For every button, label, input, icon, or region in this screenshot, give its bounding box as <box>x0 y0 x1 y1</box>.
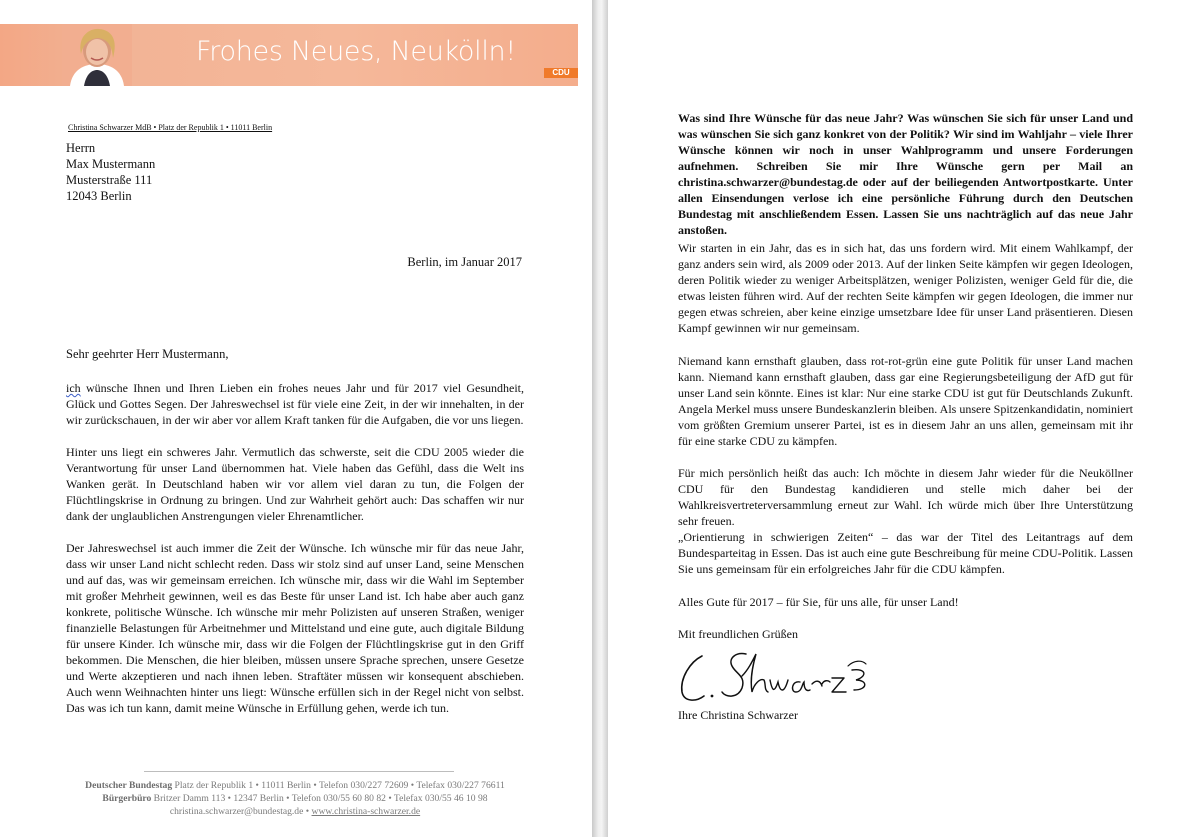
salutation: Sehr geehrter Herr Mustermann, <box>66 347 229 361</box>
signoff: Ihre Christina Schwarzer <box>678 708 798 722</box>
bold-paragraph: Was sind Ihre Wünsche für das neue Jahr? Was wünschen Sie sich für unser Land und was wünschen Sie sich ganz konkret von der Politik? Wir sind im Wahljahr – viele Ihrer Wünsche können wir noch in unser Wahlprogramm und unsere Forderungen aufnehmen. Schreiben Sie mir Ihre Wünsche gern per Mail an christina.schwarzer@bundestag.de oder auf der beiliegenden Antwortpostkarte. Unter allen Einsendungen verlose ich eine persönliche Führung durch den Deutschen Bundestag mit anschließendem Essen. Lassen Sie uns nachträglich auf das neue Jahr anstoßen. <box>678 111 1133 237</box>
footer-label: Bürgerbüro <box>102 793 152 804</box>
paragraph-1 <box>66 380 524 428</box>
letter-page-right <box>608 0 1200 837</box>
page-gutter <box>592 0 608 837</box>
paragraph-6: Für mich persönlich heißt das auch: Ich möchte in diesem Jahr wieder für die Neuköllner CDU für den Bundestag kandidieren und stelle mich daher bei der Wahlkreisvertreterversammlung erneut zur Wahl. Ich würde mich über Ihre Unterstützung sehr freuen. <box>678 466 1133 528</box>
paragraph-2: Hinter uns liegt ein schweres Jahr. Vermutlich das schwerste, seit die CDU 2005 wieder die Verantwortung für unser Land übernommen hat. Viele haben das Gefühl, dass die Welt ins Wanken gerät. In Deutschland haben wir vor allem viel daran zu tun, die Folgen der Flüchtlingskrise in Ordnung zu bringen. Und zur Wahrheit gehört auch: Das schaffen wir nur dank der unglaublichen Anstrengungen vieler Ehrenamtlicher. <box>66 445 524 523</box>
handwritten-signature <box>672 640 882 711</box>
footer-email[interactable]: christina.schwarzer@bundestag.de <box>169 806 304 817</box>
address-line: Herrn <box>66 141 96 155</box>
portrait-photo <box>62 24 132 86</box>
cdu-logo: CDU <box>544 68 578 78</box>
address-line: 12043 Berlin <box>66 189 132 203</box>
sender-line: Christina Schwarzer MdB • Platz der Republik 1 • 11011 Berlin <box>68 123 273 132</box>
paragraph-8: Alles Gute für 2017 – für Sie, für uns alle, für unser Land! <box>678 595 959 609</box>
letter-page-left <box>0 0 592 837</box>
banner-title: Frohes Neues, Neukölln! <box>196 36 516 67</box>
letter-date: Berlin, im Januar 2017 <box>407 255 522 269</box>
paragraph-text: wünsche Ihnen und Ihren Lieben ein frohes neues Jahr und für 2017 viel Gesundheit, Glück und Gottes Segen. Der Jahreswechsel ist für viele eine Zeit, in der wir innehalten, in der wir zurückschauen, in der wir aber vor allem Kraft tanken für die Aufgaben, die vor uns liegen. <box>66 381 524 427</box>
footer-text: Britzer Damm 113 • 12347 Berlin • Telefon 030/55 60 80 82 • Telefax 030/55 46 10 98 <box>151 793 488 804</box>
letter-footer <box>40 779 550 818</box>
paragraph-3: Der Jahreswechsel ist auch immer die Zeit der Wünsche. Ich wünsche mir für das neue Jahr, dass wir unser Land nicht schlecht reden. Dass wir stolz sind auf unser Land, seine Menschen und auf das, was wir gemeinsam erreichen. Ich wünsche mir, dass wir die Wahl im September mit großer Mehrheit gewinnen, weil es das Beste für unser Land ist. Ich habe aber auch ganz konkrete, politische Wünsche. Ich wünsche mir mehr Polizisten auf unseren Straßen, weniger finanzielle Belastungen für Arbeitnehmer und Mittelstand und eine gute, auch digitale Bildung für unsere Kinder. Ich wünsche mir, dass wir die Folgen der Flüchtlingskrise gut in den Griff bekommen. Die Menschen, die hier bleiben, müssen unsere Sprache sprechen, unsere Gesetze und Werte akzeptieren und nach ihnen leben. Straftäter müssen wir konsequent abschieben. Auch wenn Weihnachten hinter uns liegt: Wünsche erfüllen sich in der Regel nicht von selbst. Das was ich tun kann, damit meine Wünsche in Erfüllung gehen, werde ich tun. <box>66 541 524 715</box>
footer-website-link[interactable]: www.christina-schwarzer.de <box>311 806 421 817</box>
paragraph-4: Wir starten in ein Jahr, das es in sich hat, das uns fordern wird. Mit einem Wahlkampf, der ganz anders sein wird, als 2009 oder 2013. Auf der linken Seite kämpfen wir gegen Ideologen, deren Politik wieder zu weniger Arbeitsplätzen, weniger Polizisten, weniger Geld für die, die etwas leisten führen wird. Auf der rechten Seite kämpfen wir gegen Ideologen, die immer nur gegen etwas schreien, aber keine einzige umsetzbare Idee für unser Land präsentieren. Diesen Kampf gewinnen wir nur gemeinsam. <box>678 241 1133 335</box>
address-line: Max Mustermann <box>66 157 156 171</box>
footer-separator: • <box>303 806 312 817</box>
address-line: Musterstraße 111 <box>66 173 153 187</box>
recipient-address <box>66 140 155 204</box>
paragraph-7: „Orientierung in schwierigen Zeiten“ – das war der Titel des Leitantrags auf dem Bundesparteitag in Essen. Das ist auch eine gute Beschreibung für meine CDU-Politik. Lassen Sie uns gemeinsam für ein erfolgreiches Jahr für die CDU kämpfen. <box>678 530 1133 576</box>
header-banner <box>0 24 578 86</box>
footer-divider <box>144 771 454 772</box>
footer-label: Deutscher Bundestag <box>85 780 173 791</box>
spellcheck-word[interactable]: ich <box>66 381 81 395</box>
footer-text: Platz der Republik 1 • 11011 Berlin • Telefon 030/227 72609 • Telefax 030/227 76611 <box>172 780 505 791</box>
paragraph-5: Niemand kann ernsthaft glauben, dass rot-rot-grün eine gute Politik für unser Land machen kann. Niemand kann ernsthaft glauben, dass gar eine Regierungsbeteiligung der AfD gut für unser Land sein könnte. Eines ist klar: Nur eine starke CDU ist gut für Deutschlands Zukunft. Angela Merkel muss unsere Bundeskanzlerin bleiben. Als unsere Spitzenkandidatin, nominiert vom größten Gremium unserer Partei, ist es in diesem Jahr an uns allen, gemeinsam mit ihr für eine starke CDU zu kämpfen. <box>678 354 1133 448</box>
closing: Mit freundlichen Grüßen <box>678 627 798 641</box>
